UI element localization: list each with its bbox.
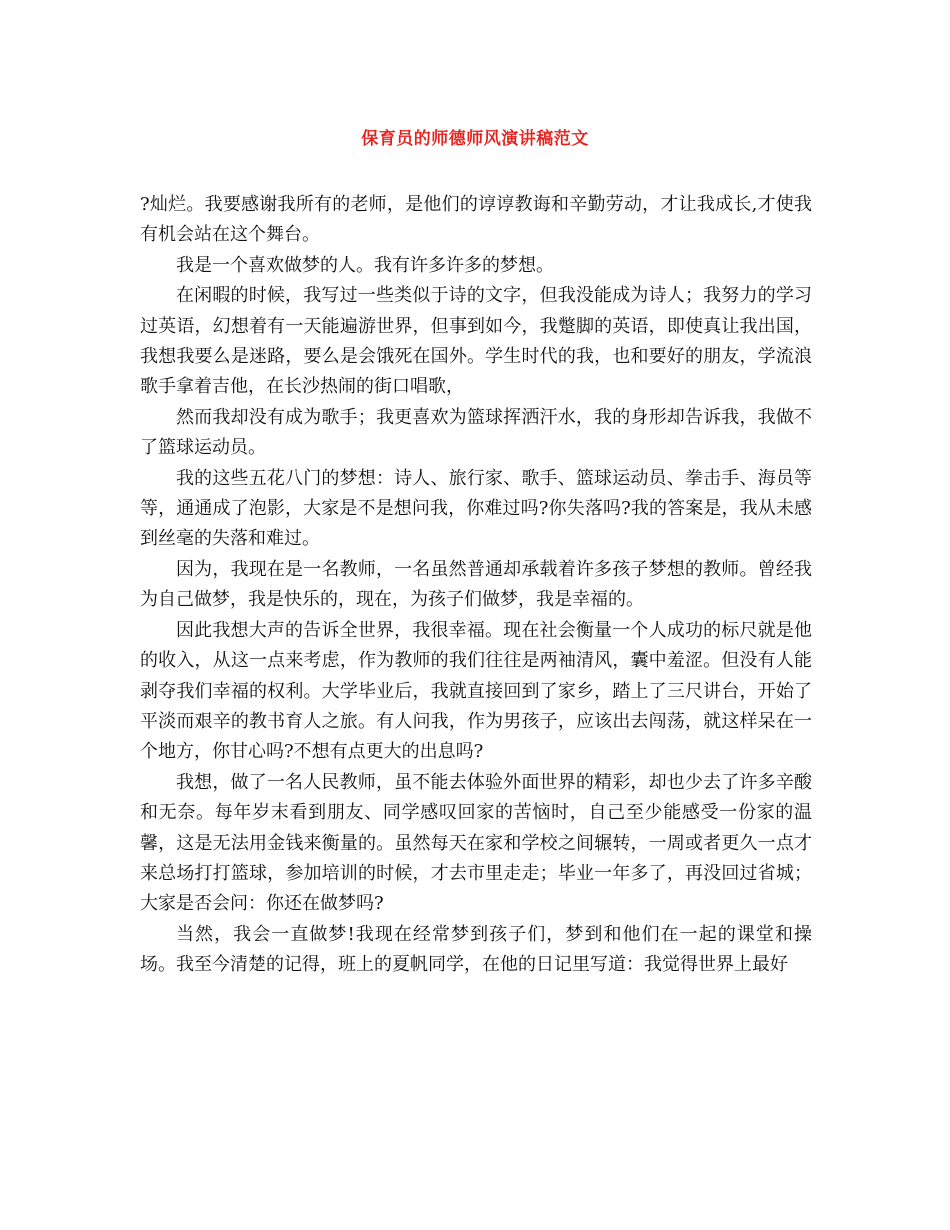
paragraph: 因为，我现在是一名教师，一名虽然普通却承载着许多孩子梦想的教师。曾经我为自己做梦，我是快乐的，现在，为孩子们做梦，我是幸福的。 — [140, 558, 812, 611]
paragraph: 然而我却没有成为歌手；我更喜欢为篮球挥洒汗水，我的身形却告诉我，我做不了篮球运动员。 — [140, 406, 812, 459]
paragraph: ?灿烂。我要感谢我所有的老师，是他们的谆谆教诲和辛勤劳动，才让我成长,才使我有机会站在这个舞台。 — [140, 194, 812, 246]
paragraph: 因此我想大声的告诉全世界，我很幸福。现在社会衡量一个人成功的标尺就是他的收入，从这一点来考虑，作为教师的我们往往是两袖清风，囊中羞涩。但没有人能剥夺我们幸福的权利。大学毕业后，我就直接回到了家乡，踏上了三尺讲台，开始了平淡而艰辛的教书育人之旅。有人问我，作为男孩子，应该出去闯荡，就这样呆在一个地方，你甘心吗?不想有点更大的出息吗? — [140, 619, 812, 763]
paragraph: 我想，做了一名人民教师，虽不能去体验外面世界的精彩，却也少去了许多辛酸和无奈。每年岁末看到朋友、同学感叹回家的苦恼时，自己至少能感受一份家的温馨，这是无法用金钱来衡量的。虽然每天在家和学校之间辗转，一周或者更久一点才来总场打打篮球，参加培训的时候，才去市里走走；毕业一年多了，再没回过省城；大家是否会问：你还在做梦吗? — [140, 771, 812, 915]
document-title: 保育员的师德师风演讲稿范文 — [361, 129, 589, 149]
paragraph: 我的这些五花八门的梦想：诗人、旅行家、歌手、篮球运动员、拳击手、海员等等，通通成了泡影，大家是不是想问我，你难过吗?你失落吗?我的答案是，我从未感到丝毫的失落和难过。 — [140, 467, 812, 550]
paragraph: 我是一个喜欢做梦的人。我有许多许多的梦想。 — [176, 254, 554, 276]
document-body — [140, 190, 812, 981]
paragraph: 在闲暇的时候，我写过一些类似于诗的文字，但我没能成为诗人；我努力的学习过英语，幻想着有一天能遍游世界，但事到如今，我蹩脚的英语，即使真让我出国，我想我要么是迷路，要么是会饿死在国外。学生时代的我，也和要好的朋友，学流浪歌手拿着吉他，在长沙热闹的街口唱歌， — [140, 285, 812, 398]
paragraph: 当然，我会一直做梦!我现在经常梦到孩子们，梦到和他们在一起的课堂和操场。我至今清楚的记得，班上的夏帆同学，在他的日记里写道：我觉得世界上最好 — [140, 923, 812, 976]
